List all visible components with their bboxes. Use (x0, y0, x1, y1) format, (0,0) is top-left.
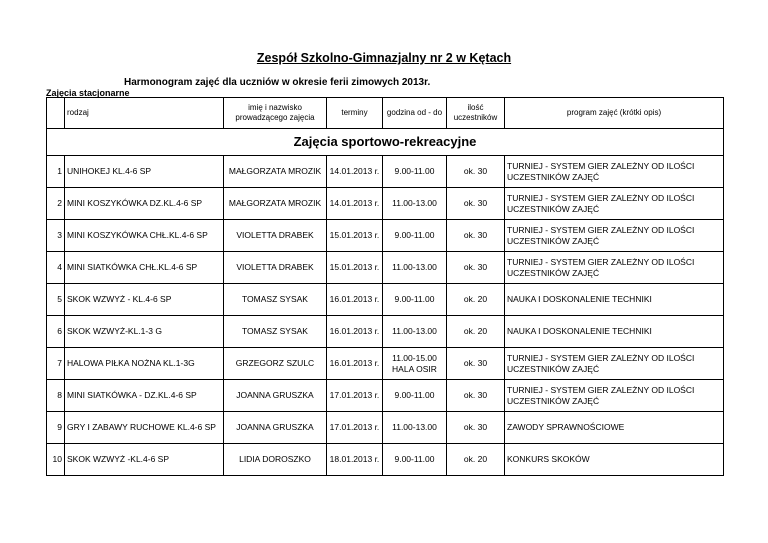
row-activity-name: SKOK WZWYŻ - KL.4-6 SP (65, 284, 224, 316)
row-teacher: MAŁGORZATA MROZIK (224, 156, 327, 188)
row-teacher: JOANNA GRUSZKA (224, 380, 327, 412)
row-participants: ok. 20 (447, 444, 505, 476)
row-time: 11.00-13.00 (383, 252, 447, 284)
row-date: 14.01.2013 r. (327, 156, 383, 188)
row-date: 16.01.2013 r. (327, 348, 383, 380)
header-no (47, 98, 65, 129)
row-participants: ok. 30 (447, 220, 505, 252)
row-activity-name: UNIHOKEJ KL.4-6 SP (65, 156, 224, 188)
row-number: 9 (47, 412, 65, 444)
row-time: 11.00-13.00 (383, 188, 447, 220)
row-teacher: MAŁGORZATA MROZIK (224, 188, 327, 220)
row-date: 18.01.2013 r. (327, 444, 383, 476)
row-date: 16.01.2013 r. (327, 316, 383, 348)
row-description: TURNIEJ - SYSTEM GIER ZALEŻNY OD ILOŚCI UCZESTNIKÓW ZAJĘĆ (505, 380, 724, 412)
row-number: 6 (47, 316, 65, 348)
row-date: 17.01.2013 r. (327, 380, 383, 412)
row-teacher: VIOLETTA DRABEK (224, 252, 327, 284)
row-activity-name: SKOK WZWYŻ-KL.1-3 G (65, 316, 224, 348)
row-time: 11.00-13.00 (383, 412, 447, 444)
row-description: NAUKA I DOSKONALENIE TECHNIKI (505, 316, 724, 348)
row-participants: ok. 30 (447, 188, 505, 220)
row-description: ZAWODY SPRAWNOŚCIOWE (505, 412, 724, 444)
header-rodzaj: rodzaj (65, 98, 224, 129)
row-time: 9.00-11.00 (383, 156, 447, 188)
row-activity-name: MINI SIATKÓWKA CHŁ.KL.4-6 SP (65, 252, 224, 284)
row-date: 17.01.2013 r. (327, 412, 383, 444)
row-participants: ok. 20 (447, 284, 505, 316)
row-activity-name: GRY I ZABAWY RUCHOWE KL.4-6 SP (65, 412, 224, 444)
row-activity-name: MINI KOSZYKÓWKA DZ.KL.4-6 SP (65, 188, 224, 220)
row-time: 9.00-11.00 (383, 284, 447, 316)
table-row (47, 444, 724, 476)
row-activity-name: HALOWA PIŁKA NOŻNA KL.1-3G (65, 348, 224, 380)
row-participants: ok. 30 (447, 412, 505, 444)
row-teacher: LIDIA DOROSZKO (224, 444, 327, 476)
document-subtitle: Harmonogram zajęć dla uczniów w okresie ferii zimowych 2013r. (124, 77, 431, 88)
header-program: program zajęć (krótki opis) (505, 98, 724, 129)
header-terminy: terminy (327, 98, 383, 129)
row-time: 9.00-11.00 (383, 444, 447, 476)
document-title: Zespół Szkolno-Gimnazjalny nr 2 w Kętach (256, 51, 512, 65)
row-number: 7 (47, 348, 65, 380)
row-activity-name: SKOK WZWYŻ -KL.4-6 SP (65, 444, 224, 476)
row-number: 3 (47, 220, 65, 252)
row-activity-name: MINI KOSZYKÓWKA CHŁ.KL.4-6 SP (65, 220, 224, 252)
category-label: Zajęcia sportowo-rekreacyjne (47, 129, 724, 156)
row-participants: ok. 30 (447, 252, 505, 284)
table-row (47, 220, 724, 252)
row-teacher: JOANNA GRUSZKA (224, 412, 327, 444)
row-teacher: TOMASZ SYSAK (224, 284, 327, 316)
row-description: TURNIEJ - SYSTEM GIER ZALEŻNY OD ILOŚCI UCZESTNIKÓW ZAJĘĆ (505, 348, 724, 380)
row-date: 14.01.2013 r. (327, 188, 383, 220)
row-time: 9.00-11.00 (383, 220, 447, 252)
table-header-row (47, 98, 724, 129)
table-row (47, 348, 724, 380)
row-date: 15.01.2013 r. (327, 252, 383, 284)
row-description: KONKURS SKOKÓW (505, 444, 724, 476)
table-row (47, 252, 724, 284)
row-time: 11.00-13.00 (383, 316, 447, 348)
row-participants: ok. 20 (447, 316, 505, 348)
row-activity-name: MINI SIATKÓWKA - DZ.KL.4-6 SP (65, 380, 224, 412)
row-description: NAUKA I DOSKONALENIE TECHNIKI (505, 284, 724, 316)
table-row (47, 284, 724, 316)
header-godzina: godzina od - do (383, 98, 447, 129)
row-teacher: TOMASZ SYSAK (224, 316, 327, 348)
row-number: 2 (47, 188, 65, 220)
row-participants: ok. 30 (447, 348, 505, 380)
row-participants: ok. 30 (447, 380, 505, 412)
row-description: TURNIEJ - SYSTEM GIER ZALEŻNY OD ILOŚCI UCZESTNIKÓW ZAJĘĆ (505, 156, 724, 188)
row-number: 4 (47, 252, 65, 284)
row-teacher: GRZEGORZ SZULC (224, 348, 327, 380)
row-date: 15.01.2013 r. (327, 220, 383, 252)
row-teacher: VIOLETTA DRABEK (224, 220, 327, 252)
section-note: Zajęcia stacjonarne (46, 88, 130, 98)
schedule-table (46, 97, 724, 476)
row-number: 10 (47, 444, 65, 476)
row-description: TURNIEJ - SYSTEM GIER ZALEŻNY OD ILOŚCI UCZESTNIKÓW ZAJĘĆ (505, 188, 724, 220)
row-description: TURNIEJ - SYSTEM GIER ZALEŻNY OD ILOŚCI UCZESTNIKÓW ZAJĘĆ (505, 252, 724, 284)
row-time: 9.00-11.00 (383, 380, 447, 412)
row-number: 8 (47, 380, 65, 412)
table-row (47, 188, 724, 220)
header-ilosc: ilość uczestników (447, 98, 505, 129)
row-number: 5 (47, 284, 65, 316)
row-number: 1 (47, 156, 65, 188)
row-time: 11.00-15.00 HALA OSIR (383, 348, 447, 380)
row-description: TURNIEJ - SYSTEM GIER ZALEŻNY OD ILOŚCI UCZESTNIKÓW ZAJĘĆ (505, 220, 724, 252)
category-row (47, 129, 724, 156)
table-row (47, 412, 724, 444)
table-row (47, 380, 724, 412)
header-prowadzacy: imię i nazwisko prowadzącego zajęcia (224, 98, 327, 129)
table-row (47, 156, 724, 188)
row-date: 16.01.2013 r. (327, 284, 383, 316)
row-participants: ok. 30 (447, 156, 505, 188)
table-row (47, 316, 724, 348)
